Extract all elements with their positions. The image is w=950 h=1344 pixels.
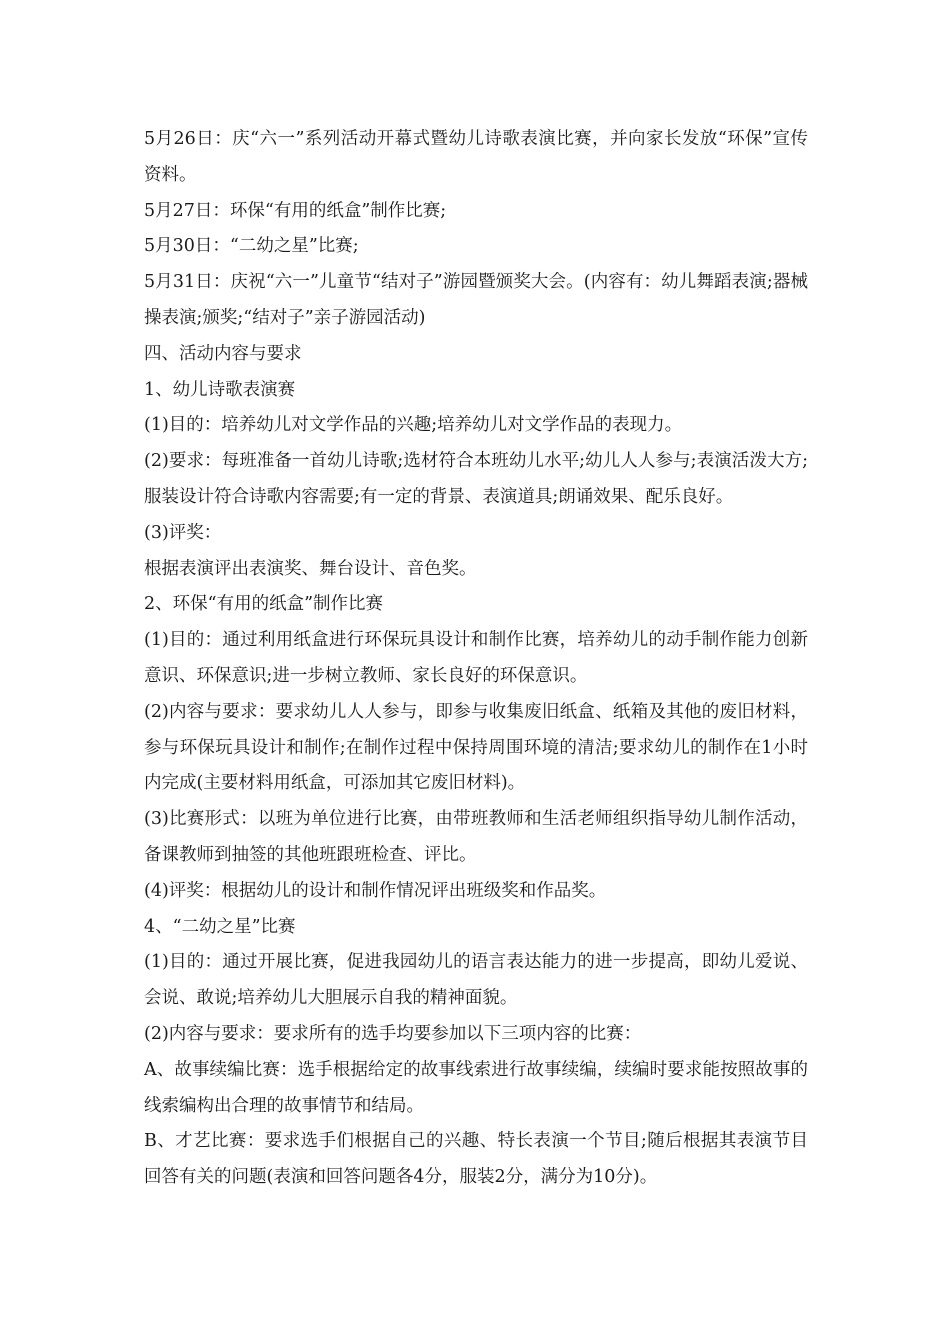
- schedule-may-30: 5月30日：“二幼之星”比赛;: [144, 236, 359, 257]
- carton-format: (3)比赛形式：以班为单位进行比赛，由带班教师和生活老师组织指导幼儿制作活动，备课教师到抽签的其他班跟班检查、评比。: [144, 809, 808, 865]
- star-story-continuation: A、故事续编比赛：选手根据给定的故事线索进行故事续编，续编时要求能按照故事的线索编构出合理的故事情节和结局。: [144, 1059, 808, 1116]
- star-purpose: (1)目的：通过开展比赛，促进我园幼儿的语言表达能力的进一步提高，即幼儿爱说、会说、敢说;培养幼儿大胆展示自我的精神面貌。: [144, 952, 808, 1009]
- section-heading-activity-content: 四、活动内容与要求: [144, 343, 302, 364]
- star-talent-show: B、才艺比赛：要求选手们根据自己的兴趣、特长表演一个节目;随后根据其表演节目回答有关的问题(表演和回答问题各4分，服装2分，满分为10分)。: [144, 1131, 808, 1188]
- poetry-awards-text: 根据表演评出表演奖、舞台设计、音色奖。: [144, 558, 477, 579]
- schedule-may-27: 5月27日：环保“有用的纸盒”制作比赛;: [144, 200, 447, 221]
- subheading-poetry-contest: 1、幼儿诗歌表演赛: [144, 379, 296, 400]
- schedule-may-26: 5月26日：庆“六一”系列活动开幕式暨幼儿诗歌表演比赛，并向家长发放“环保”宣传资料。: [144, 129, 808, 185]
- carton-purpose: (1)目的：通过利用纸盒进行环保玩具设计和制作比赛，培养幼儿的动手制作能力创新意识、环保意识;进一步树立教师、家长良好的环保意识。: [144, 630, 808, 686]
- poetry-purpose: (1)目的：培养幼儿对文学作品的兴趣;培养幼儿对文学作品的表现力。: [144, 415, 683, 436]
- carton-requirements: (2)内容与要求：要求幼儿人人参与，即参与收集废旧纸盒、纸箱及其他的废旧材料，参与环保玩具设计和制作;在制作过程中保持周围环境的清洁;要求幼儿的制作在1小时内完成(主要材料用纸盒，可添加其它废旧材料)。: [144, 701, 808, 794]
- poetry-awards-label: (3)评奖：: [144, 522, 222, 543]
- subheading-star-contest: 4、“二幼之星”比赛: [144, 916, 296, 937]
- schedule-may-31: 5月31日：庆祝“六一”儿童节“结对子”游园暨颁奖大会。(内容有：幼儿舞蹈表演;器械操表演;颁奖;“结对子”亲子游园活动): [144, 272, 808, 328]
- poetry-requirements: (2)要求：每班准备一首幼儿诗歌;选材符合本班幼儿水平;幼儿人人参与;表演活泼大方;服装设计符合诗歌内容需要;有一定的背景、表演道具;朗诵效果、配乐良好。: [144, 451, 808, 507]
- document-body: [144, 122, 808, 1196]
- subheading-carton-contest: 2、环保“有用的纸盒”制作比赛: [144, 594, 384, 615]
- carton-awards: (4)评奖：根据幼儿的设计和制作情况评出班级奖和作品奖。: [144, 880, 607, 901]
- star-requirements: (2)内容与要求：要求所有的选手均要参加以下三项内容的比赛：: [144, 1023, 642, 1044]
